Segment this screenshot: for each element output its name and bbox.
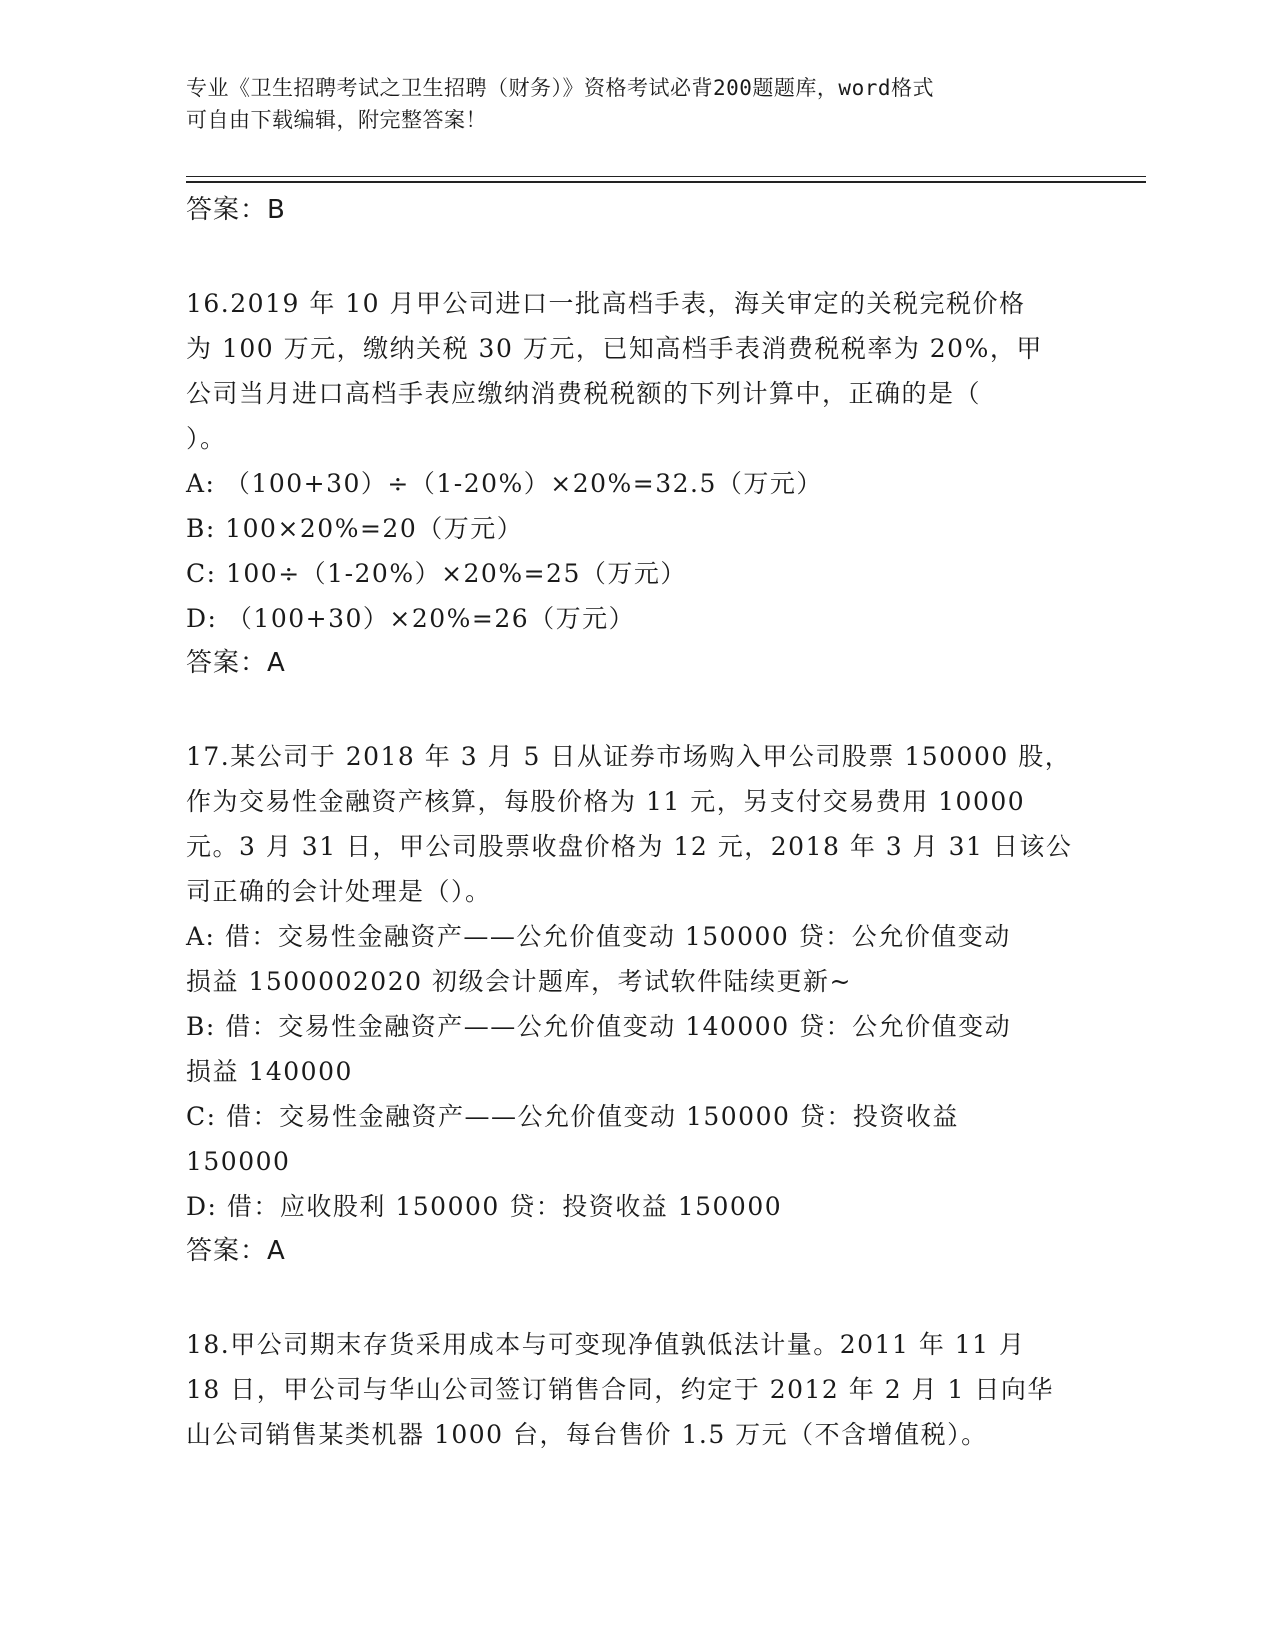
option-b: B: 100×20%=20（万元）	[186, 514, 524, 543]
question-17	[186, 734, 1086, 1274]
document-header	[186, 72, 1066, 136]
question-text-line: 公司当月进口高档手表应缴纳消费税税额的下列计算中，正确的是（	[186, 379, 982, 408]
option-d: D: 借：应收股利 150000 贷：投资收益 150000	[186, 1192, 783, 1221]
question-text-line: 司正确的会计处理是（）。	[186, 877, 492, 906]
header-divider-thick	[186, 181, 1146, 183]
option-a-continued: 损益 1500002020 初级会计题库，考试软件陆续更新~	[186, 967, 852, 996]
spacer	[186, 686, 1086, 734]
question-text-line: 元。3 月 31 日，甲公司股票收盘价格为 12 元，2018 年 3 月 31 日该公	[186, 832, 1073, 861]
option-c: C: 借：交易性金融资产——公允价值变动 150000 贷：投资收益	[186, 1102, 959, 1131]
answer-line: 答案：A	[186, 1236, 286, 1266]
option-b: B: 借：交易性金融资产——公允价值变动 140000 贷：公允价值变动	[186, 1012, 1012, 1041]
option-b-continued: 损益 140000	[186, 1057, 353, 1086]
question-text-line: 作为交易性金融资产核算，每股价格为 11 元，另支付交易费用 10000	[186, 787, 1026, 816]
spacer	[186, 233, 1086, 281]
option-d: D: （100+30）×20%=26（万元）	[186, 604, 636, 633]
question-18	[186, 1322, 1086, 1457]
option-c-continued: 150000	[186, 1147, 291, 1176]
document-body	[186, 188, 1086, 1457]
question-text-line: 18 日，甲公司与华山公司签订销售合同，约定于 2012 年 2 月 1 日向华	[186, 1375, 1054, 1404]
answer-line: 答案：B	[186, 195, 286, 225]
question-16	[186, 281, 1086, 686]
spacer	[186, 1274, 1086, 1322]
question-text-line: ）。	[186, 424, 227, 453]
question-text-line: 17.某公司于 2018 年 3 月 5 日从证券市场购入甲公司股票 150000 股，	[186, 742, 1072, 771]
question-text-line: 为 100 万元，缴纳关税 30 万元，已知高档手表消费税税率为 20%，甲	[186, 334, 1043, 363]
header-title-line-1: 专业《卫生招聘考试之卫生招聘（财务）》资格考试必背200题题库，word格式	[186, 76, 934, 100]
question-text-line: 18.甲公司期末存货采用成本与可变现净值孰低法计量。2011 年 11 月	[186, 1330, 1026, 1359]
option-c: C: 100÷（1-20%）×20%=25（万元）	[186, 559, 687, 588]
header-title-line-2: 可自由下载编辑，附完整答案！	[186, 108, 487, 132]
answer-line: 答案：A	[186, 648, 286, 678]
header-divider-thin	[186, 176, 1146, 177]
question-text-line: 16.2019 年 10 月甲公司进口一批高档手表，海关审定的关税完税价格	[186, 289, 1026, 318]
question-text-line: 山公司销售某类机器 1000 台，每台售价 1.5 万元（不含增值税）。	[186, 1420, 988, 1449]
option-a: A: 借：交易性金融资产——公允价值变动 150000 贷：公允价值变动	[186, 922, 1011, 951]
option-a: A: （100+30）÷（1-20%）×20%=32.5（万元）	[186, 469, 823, 498]
